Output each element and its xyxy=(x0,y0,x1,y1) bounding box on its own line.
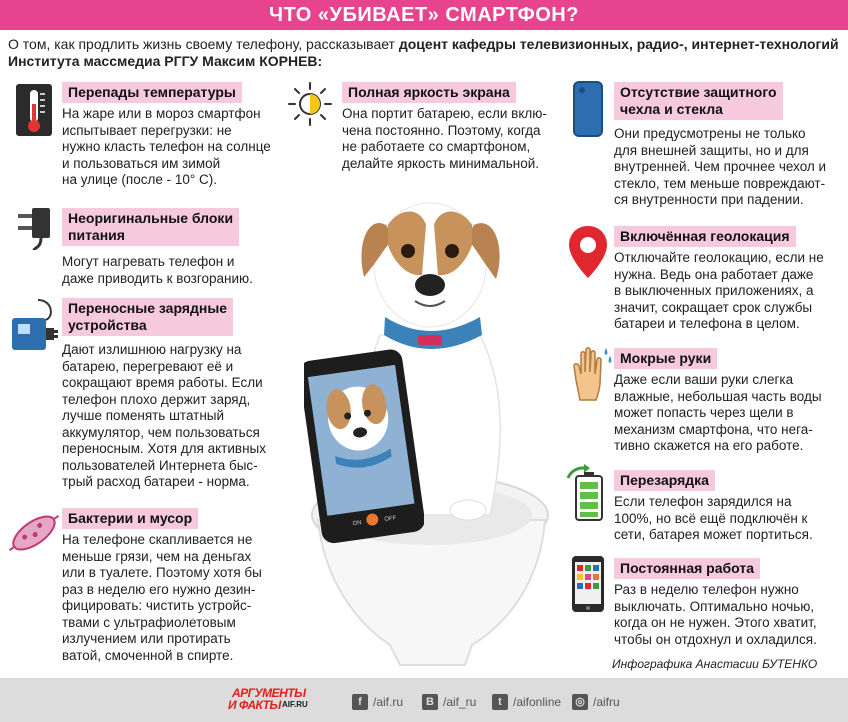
section-text-case: Они предусмотрены не только для внешней защиты, но и для внутренней. Чем прочнее чехол и стекло, тем меньше повреждают- ся внутренности при падении. xyxy=(614,126,827,207)
phone-off-label: OFF xyxy=(384,515,397,523)
phone-case-icon xyxy=(568,80,608,140)
section-title-chargers: Неоригинальные блоки питания xyxy=(62,208,239,246)
section-text-wet: Даже если ваши руки слегка влажные, небольшая часть воды может попасть через щели в механизм смартфона, что нега- тивно скажется на его работе. xyxy=(614,372,822,453)
social-twitter-link[interactable]: t /aifonline xyxy=(492,692,561,710)
logo-line2: И ФАКТЫ xyxy=(228,698,281,712)
dog-nose xyxy=(415,274,445,296)
section-title-powerbanks: Переносные зарядные устройства xyxy=(62,298,233,336)
wet-hand-icon xyxy=(566,344,614,402)
infographic-credit: Инфографика Анастасии БУТЕНКО xyxy=(612,657,818,671)
social-vk-link[interactable]: B /aif_ru xyxy=(422,692,476,710)
smartphone-illustration xyxy=(304,348,424,544)
section-text-bacteria: На телефоне скапливается не меньше грязи, чем на деньгах или в туалете. Поэтому хотя бы раз в неделю его нужно дезин- фицировать: чистить устройс- твами с ультрафиолетовым излучением или протирать ватой, смоченной в спирте. xyxy=(62,532,262,663)
section-text-temperature: На жаре или в мороз смартфон испытывает перегрузки: не нужно класть телефон на солнце и пользоваться им зимой на улице (после - 10° С). xyxy=(62,106,271,187)
twitter-icon: t xyxy=(492,694,508,710)
powerbank-icon xyxy=(8,296,60,354)
section-text-brightness: Она портит батарею, если вклю- чена постоянно. Поэтому, когда не работаете со смартфоном, делайте яркость минимальной. xyxy=(342,106,547,171)
dog-eye-right xyxy=(445,244,459,258)
vk-icon: B xyxy=(422,694,438,710)
logo-site: AIF.RU xyxy=(282,700,308,709)
section-text-chargers: Могут нагревать телефон и даже приводить к возгоранию. xyxy=(62,254,253,286)
location-pin-icon xyxy=(566,224,610,280)
dog-paw-right xyxy=(450,500,486,520)
section-text-recharge: Если телефон зарядился на 100%, но всё ещё подключён к сети, батарея может портиться. xyxy=(614,494,813,542)
charger-icon xyxy=(10,204,58,252)
social-facebook-link[interactable]: f /aif.ru xyxy=(352,692,403,710)
section-title-case: Отсутствие защитного чехла и стекла xyxy=(614,82,783,120)
phone-on-label: ON xyxy=(352,520,363,528)
intro-author: доцент кафедры телевизионных, радио-, интернет-технологий Института массмедиа РГГУ Максим КОРНЕВ: xyxy=(8,36,839,69)
section-text-constant: Раз в неделю телефон нужно выключать. Оптимально ночью, когда он не нужен. Этого хватит, чтобы он отдохнул и охладился. xyxy=(614,582,817,647)
social-instagram-link[interactable]: ◎ /aifru xyxy=(572,692,620,710)
intro-lead: О том, как продлить жизнь своему телефону, рассказывает xyxy=(8,36,399,52)
section-title-recharge: Перезарядка xyxy=(614,470,715,491)
section-title-geo: Включённая геолокация xyxy=(614,226,796,247)
facebook-icon: f xyxy=(352,694,368,710)
section-text-geo: Отключайте геолокацию, если не нужна. Ведь она работает даже в выключенных приложениях, а значит, сокращает срок службы батареи и телефона в целом. xyxy=(614,250,824,331)
aif-logo[interactable] xyxy=(226,686,330,714)
dog-eye-left xyxy=(401,244,415,258)
bacteria-icon xyxy=(6,508,62,558)
section-title-constant: Постоянная работа xyxy=(614,558,760,579)
section-text-powerbanks: Дают излишнюю нагрузку на батарею, перегревают её и сокращают время работы. Если телефон плохо держит заряд, лучше поменять штатный аккумулятор, чем пользоваться переносным. Хотя для активных пользователей Интернета быс- трый расход батареи - норма. xyxy=(62,342,266,489)
instagram-icon: ◎ xyxy=(572,694,588,710)
section-title-bacteria: Бактерии и мусор xyxy=(62,508,198,529)
logo-line1: АРГУМЕНТЫ xyxy=(232,686,306,700)
battery-recharge-icon xyxy=(562,464,612,524)
footer xyxy=(0,678,848,722)
section-title-temperature: Перепады температуры xyxy=(62,82,242,103)
thermometer-icon xyxy=(14,82,54,138)
page-title: ЧТО «УБИВАЕТ» СМАРТФОН? xyxy=(0,0,848,30)
section-title-brightness: Полная яркость экрана xyxy=(342,82,516,103)
sun-icon xyxy=(286,80,334,128)
collar-tag xyxy=(418,335,442,345)
smartphone-apps-icon xyxy=(568,554,608,614)
section-title-wet: Мокрые руки xyxy=(614,348,717,369)
intro-text xyxy=(8,36,840,70)
